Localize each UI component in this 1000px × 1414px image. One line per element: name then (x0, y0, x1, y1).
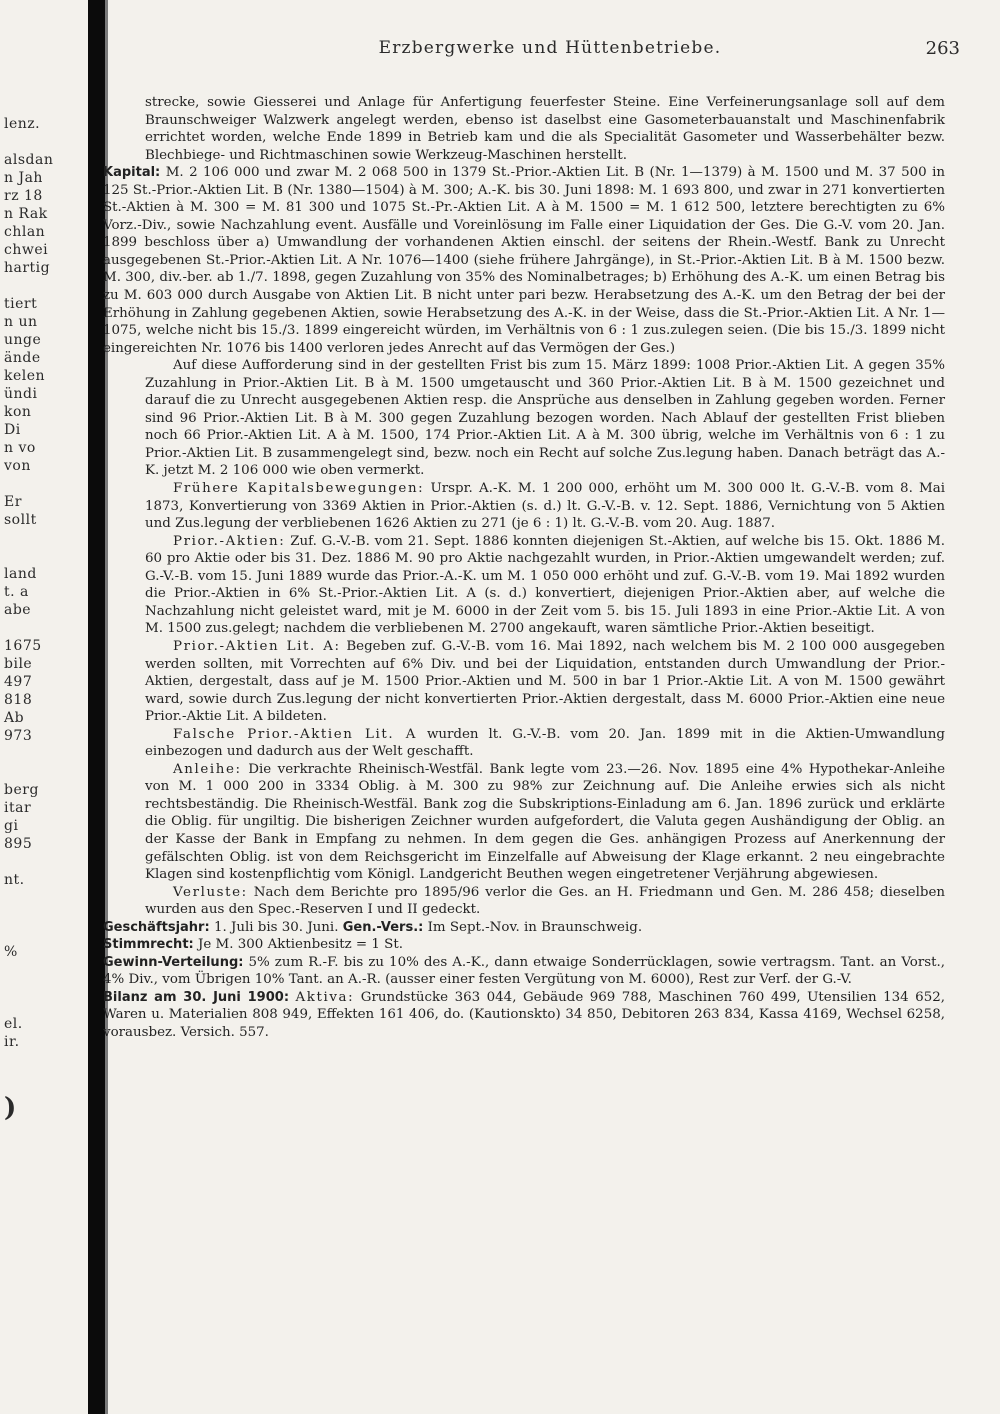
gutter-line: n Rak (4, 206, 48, 222)
gutter-line: hartig (4, 260, 51, 276)
anleihe-text: Die verkrachte Rheinisch-Westfäl. Bank legte vom 23.—26. Nov. 1895 eine 4% Hypothekar-Anleihe von M. 1 000 200 in 3334 Oblig. à M. 300 zu 98% zur Zeichnung auf. Die Anleihe erwies sich als nicht rechtsbeständig. Die Rheinisch-Westfäl. Bank zog die Subskriptions-Einladung am 6. Jan. 1896 zurück und erklärte die Oblig. für ungiltig. Die bisherigen Zeichner wurden aufgefordert, die Valuta gegen Aushändigung der Oblig. an der Kasse der Bank in Empfang zu nehmen. In dem gegen die Ges. anhängigen Prozess auf Anerkennung der gefälschten Oblig. ist von dem Reichsgericht im Einzelfalle auf Abweisung der Klage erkannt. 2 neu eingebrachte Klagen sind kostenpflichtig vom Königl. Landgericht Beuthen wegen eingetretener Verjährung abgewiesen. (145, 761, 945, 883)
gutter-line: n Jah (4, 170, 43, 186)
bilanz-aktiva-label: Aktiva: (295, 989, 355, 1005)
gutter-line: tiert (4, 296, 38, 312)
gutter-line: ) (4, 1093, 17, 1123)
kapitalsbewegungen-text: Urspr. A.-K. M. 1 200 000, erhöht um M. 300 000 lt. G.-V.-B. vom 8. Mai 1873, Konvertierung von 3369 Aktien in Prior.-Aktien (s. d.) lt. G.-V.-B. v. 12. Sept. 1886, Vernichtung von 5 Aktien und Zus.legung der verbliebenen 1626 Aktien zu 271 (je 6 : 1) lt. G.-V.-B. vom 20. Aug. 1887. (145, 481, 946, 532)
gutter-line: chlan (4, 224, 46, 240)
geschaeftsjahr-label: Geschäftsjahr: (103, 919, 210, 935)
paragraph-verluste (145, 884, 945, 919)
bilanz-label: Bilanz am 30. Juni 1900: (103, 989, 290, 1005)
kapital-text: M. 2 106 000 und zwar M. 2 068 500 in 1379 St.-Prior.-Aktien Lit. B (Nr. 1—1379) à M. 1500 und M. 37 500 in 125 St.-Prior.-Aktien Lit. B (Nr. 1380—1504) à M. 300; A.-K. bis 30. Juni 1898: M. 1 693 800, und zwar in 271 konvertierten St.-Aktien à M. 300 = M. 81 300 und 1075 St.-Pr.-Aktien Lit. A à M. 1500 = M. 1 612 500, letztere berechtigten zu 6% Vorz.-Div., sowie Nachzahlung event. Ausfälle und Voreinlösung im Falle einer Liquidation der Ges. Die G.-V. vom 20. Jan. 1899 beschloss über a) Umwandlung der vorhandenen Aktien einschl. der seitens der Rhein.-Westf. Bank zu Unrecht ausgegebenen St.-Prior.-Aktien Lit. A Nr. 1076—1400 (siehe frühere Jahrgänge), in St.-Prior.-Aktien Lit. B à M. 1500 bezw. M. 300, div.-ber. ab 1./7. 1898, gegen Zuzahlung von 35% des Nominalbetrages; b) Erhöhung des A.-K. um einen Betrag bis zu M. 603 000 durch Ausgabe von Aktien Lit. B nicht unter pari bezw. Herabsetzung des A.-K. um den Betrag der bei der Erhöhung in Zahlung gegebenen Aktien, sowie Herabsetzung des A.-K. in der Weise, dass die St.-Prior.-Aktien Lit. A Nr. 1—1075, welche nicht bis 15./3. 1899 eingereicht würden, im Verhältnis von 6 : 1 zus.zulegen seien. (Die bis 15./3. 1899 nicht eingereichten Nr. 1076 bis 1400 verloren jedes Anrecht auf das Vermögen der Ges.) (103, 165, 945, 356)
gutter-line: lenz. (4, 116, 41, 132)
paragraph-plant: strecke, sowie Giesserei und Anlage für Anfertigung feuerfester Steine. Eine Verfeinerungsanlage soll auf dem Braunschweiger Walzwerk angelegt werden, ebenso ist daselbst eine Gasometerbauanstalt und Maschinenfabrik errichtet worden, welche Ende 1899 in Betrieb kam und die als Specialität Gasometer und Wasserbehälter bezw. Blechbiege- und Richtmaschinen sowie Werkzeug-Maschinen herstellt. (145, 95, 945, 163)
paragraph-anleihe (145, 761, 945, 884)
gutter-line: n vo (4, 440, 36, 456)
falsche-prior-aktien-label: Falsche Prior.-Aktien Lit. A (173, 726, 418, 742)
paragraph-gewinn-verteilung (103, 954, 945, 989)
kapital-label: Kapital: (103, 165, 161, 181)
gewinn-verteilung-text: 5% zum R.-F. bis zu 10% des A.-K., dann etwaige Sonderrücklagen, sowie vertragsm. Tant. an Vorst., 4% Div., vom Übrigen 10% Tant. an A.-R. (ausser einer festen Vergütung von M. 6000), Rest zur Verf. der G.-V. (103, 954, 945, 988)
gutter-line: ir. (4, 1034, 20, 1050)
gutter-line: kelen (4, 368, 46, 384)
gutter-line: 895 (4, 836, 33, 852)
prior-aktien-lit-a-label: Prior.-Aktien Lit. A: (173, 638, 341, 654)
gutter-line: chwei (4, 242, 49, 258)
body-text (103, 94, 946, 1042)
adjacent-page-fragment (0, 0, 88, 1414)
prior-aktien-lit-a-text: Begeben zuf. G.-V.-B. vom 16. Mai 1892, nach welchem bis M. 2 100 000 ausgegeben werden sollten, mit Vorrechten auf 6% Div. und bei der Liquidation, entstanden durch Umwandlung der Prior.-Aktien, dergestalt, dass auf je M. 1500 Prior.-Aktien und M. 500 in bar 1 Prior.-Aktie Lit. A von M. 1500 gewährt ward, sowie durch Zus.legung der nicht konvertierten Prior.-Aktien dergestalt, dass M. 6000 Prior.-Aktien eine neue Prior.-Aktie Lit. A bildeten. (145, 638, 945, 725)
gutter-line: el. (4, 1016, 23, 1032)
gutter-line: nt. (4, 872, 25, 888)
running-title: Erzbergwerke und Hüttenbetriebe. (378, 38, 722, 58)
verluste-text: Nach dem Berichte pro 1895/96 verlor die Ges. an H. Friedmann und Gen. M. 286 458; dieselben wurden aus den Spec.-Reserven I und II gedeckt. (145, 884, 945, 918)
gen-vers-label: Gen.-Vers.: (342, 919, 424, 935)
gutter-line: Di (4, 422, 21, 438)
prior-aktien-text: Zuf. G.-V.-B. vom 21. Sept. 1886 konnten diejenigen St.-Aktien, auf welche bis 15. Okt. 1886 M. 60 pro Aktie oder bis 31. Dez. 1886 M. 90 pro Aktie nachgezahlt wurden, in Prior.-Aktien umgewandelt werden; zuf. G.-V.-B. vom 15. Juni 1889 wurde das Prior.-A.-K. um M. 1 050 000 erhöht und zuf. G.-V.-B. vom 19. Mai 1892 wurden die Prior.-Aktien in 6% St.-Prior.-Aktien Lit. A (s. d.) konvertiert, diejenigen Prior.-Aktien aber, auf welche die Nachzahlung nicht geleistet ward, mit je M. 6000 in der Zeit vom 5. bis 15. Juli 1893 in eine Prior.-Aktie Lit. A von M. 1500 zus.gelegt; nachdem die verbliebenen M. 2700 angekauft, waren sämtliche Prior.-Aktien beseitigt. (145, 533, 945, 637)
geschaeftsjahr-text: 1. Juli bis 30. Juni. (213, 919, 339, 935)
gutter-line: % (4, 944, 18, 960)
falsche-prior-aktien-text: wurden lt. G.-V.-B. vom 20. Jan. 1899 mit in die Aktien-Umwandlung einbezogen und dadurch aus der Welt geschafft. (145, 726, 945, 760)
gutter-line: 1675 (4, 638, 42, 654)
kapitalsbewegungen-label: Frühere Kapitalsbewegungen: (173, 481, 425, 497)
gutter-line: ündi (4, 386, 38, 402)
gutter-line: 497 (4, 674, 33, 690)
stimmrecht-text: Je M. 300 Aktienbesitz = 1 St. (198, 937, 403, 953)
gutter-line: 973 (4, 728, 33, 744)
gutter-line: bile (4, 656, 33, 672)
gutter-line: berg (4, 782, 39, 798)
paragraph-stimmrecht (103, 936, 945, 954)
bilanz-text: Grundstücke 363 044, Gebäude 969 788, Maschinen 760 499, Utensilien 134 652, Waren u. Materialien 808 949, Effekten 161 406, do. (Kautionskto) 34 850, Debitoren 263 834, Kassa 4169, Wechsel 6258, vorausbez. Versich. 557. (103, 989, 945, 1040)
running-header (140, 38, 960, 64)
anleihe-label: Anleihe: (173, 761, 242, 777)
paragraph-kapitalsbewegungen (145, 480, 945, 533)
gutter-line: rz 18 (4, 188, 43, 204)
gutter-line: ände (4, 350, 41, 366)
prior-aktien-label: Prior.-Aktien: (173, 533, 286, 549)
paragraph-falsche-prior-aktien (145, 726, 945, 761)
page-number: 263 (925, 38, 960, 59)
gutter-line: abe (4, 602, 32, 618)
gutter-line: t. a (4, 584, 29, 600)
gutter-line: 818 (4, 692, 33, 708)
paragraph-prior-aktien (145, 533, 945, 638)
paragraph-geschaeftsjahr (103, 919, 945, 937)
gutter-line: itar (4, 800, 32, 816)
gutter-line: von (4, 458, 31, 474)
paragraph-kapital (103, 164, 945, 357)
gutter-line: Er (4, 494, 22, 510)
gutter-line: unge (4, 332, 42, 348)
paragraph-bilanz (103, 989, 945, 1042)
verluste-label: Verluste: (173, 884, 248, 900)
gutter-line: Ab (4, 710, 25, 726)
paragraph-aufforderung: Auf diese Aufforderung sind in der gestellten Frist bis zum 15. März 1899: 1008 Prior.-Aktien Lit. A gegen 35% Zuzahlung in Prior.-Aktien Lit. B à M. 1500 umgetauscht und 360 Prior.-Aktien Lit. B à M. 1500 gezeichnet und darauf die zu Unrecht ausgegebenen Aktien resp. die Ansprüche aus denselben in Zahlung gegeben worden. Ferner sind 96 Prior.-Aktien Lit. B à M. 300 gegen Zuzahlung bezogen worden. Nach Ablauf der gestellten Frist blieben noch 66 Prior.-Aktien Lit. A à M. 1500, 174 Prior.-Aktien Lit. A à M. 300 übrig, welche im Verhältnis von 6 : 1 zu Prior.-Aktien Lit. B zusammengelegt sind, bezw. noch ein Recht auf solche Zus.legung haben. Danach beträgt das A.-K. jetzt M. 2 106 000 wie oben vermerkt. (145, 358, 945, 479)
gutter-line: kon (4, 404, 32, 420)
gewinn-verteilung-label: Gewinn-Verteilung: (103, 954, 244, 970)
gutter-line: land (4, 566, 37, 582)
gutter-line: gi (4, 818, 19, 834)
gutter-line: sollt (4, 512, 37, 528)
stimmrecht-label: Stimmrecht: (103, 937, 194, 953)
gutter-line: n un (4, 314, 38, 330)
gen-vers-text: Im Sept.-Nov. in Braunschweig. (427, 919, 643, 935)
gutter-line: alsdan (4, 152, 54, 168)
paragraph-prior-aktien-lit-a (145, 638, 945, 726)
